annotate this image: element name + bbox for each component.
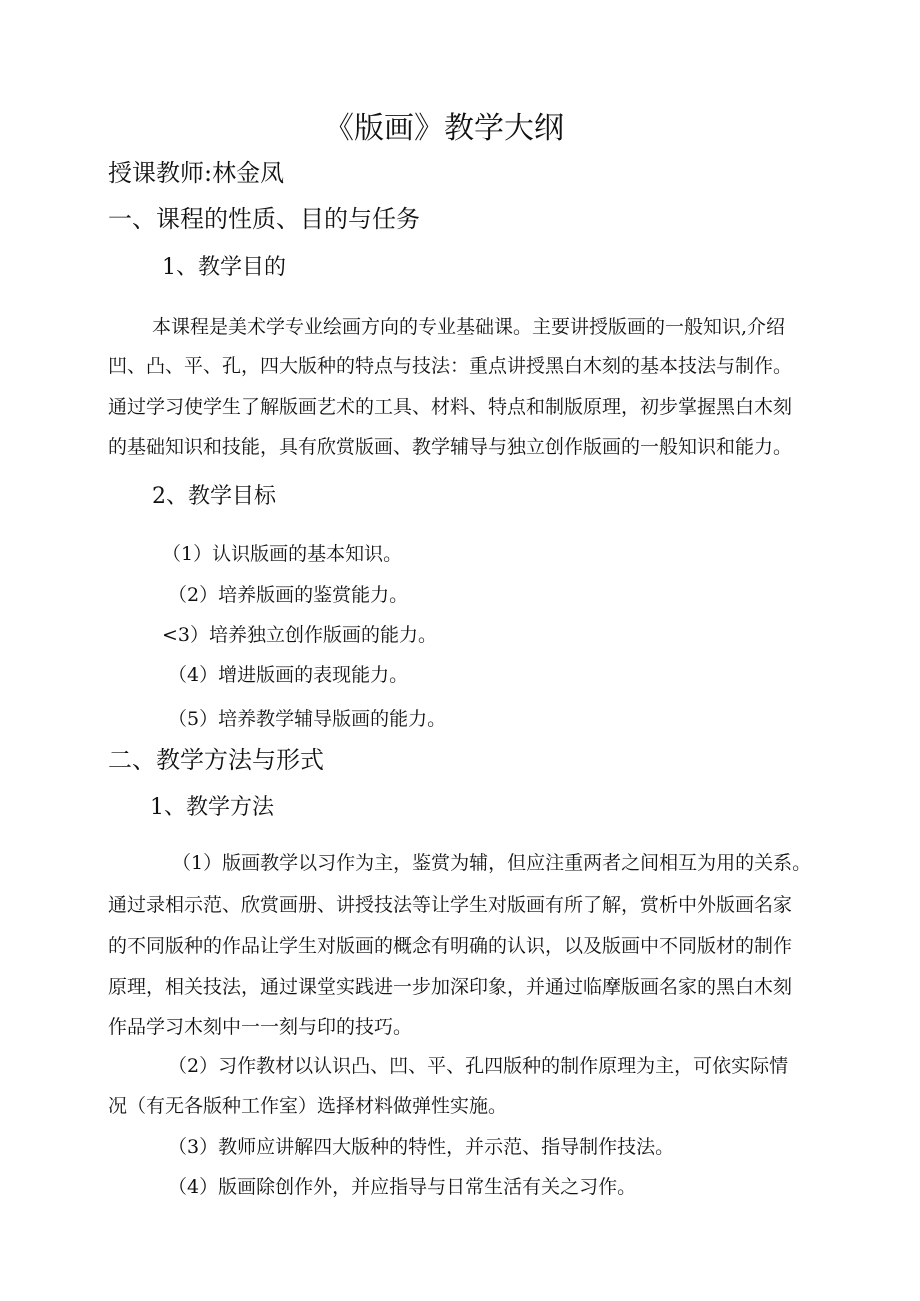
subsection-1-1-heading: 1、教学目的 bbox=[162, 255, 286, 280]
subsection-2-1-heading: 1、教学方法 bbox=[150, 795, 274, 820]
paragraph-line: 的基础知识和技能，具有欣赏版画、教学辅导与独立创作版画的一般知识和能力。 bbox=[108, 436, 793, 458]
paragraph-line: 通过录相示范、欣赏画册、讲授技法等让学生对版画有所了解，赏析中外版画名家 bbox=[108, 894, 793, 916]
paragraph-line: 况（有无各版种工作室）选择材料做弹性实施。 bbox=[108, 1095, 508, 1117]
paragraph-line: 凹、凸、平、孔，四大版种的特点与技法：重点讲授黑白木刻的基本技法与制作。 bbox=[108, 355, 793, 377]
objective-item: （4）增进版画的表现能力。 bbox=[168, 664, 409, 686]
paragraph-line: 的不同版种的作品让学生对版画的概念有明确的认识，以及版画中不同版材的制作 bbox=[108, 935, 793, 957]
section-2-heading: 二、教学方法与形式 bbox=[108, 746, 324, 774]
objective-item: （1）认识版画的基本知识。 bbox=[162, 543, 403, 565]
section-1-heading: 一、课程的性质、目的与任务 bbox=[108, 205, 420, 233]
objective-item: （5）培养教学辅导版画的能力。 bbox=[168, 708, 447, 730]
objective-item: （2）培养版画的鉴赏能力。 bbox=[168, 584, 409, 606]
subsection-1-2-heading: 2、教学目标 bbox=[152, 484, 276, 509]
paragraph-line: （1）版画教学以习作为主，鉴赏为辅，但应注重两者之间相互为用的关系。 bbox=[172, 852, 812, 874]
paragraph-line: 本课程是美术学专业绘画方向的专业基础课。主要讲授版画的一般知识,介绍 bbox=[152, 316, 786, 338]
document-title: 《版画》教学大纲 bbox=[324, 111, 564, 146]
paragraph-line: 作品学习木刻中一一刻与印的技巧。 bbox=[108, 1016, 413, 1038]
paragraph-line: 原理，相关技法，通过课堂实践进一步加深印象，并通过临摩版画名家的黑白木刻 bbox=[108, 976, 793, 998]
objective-item: <3）培养独立创作版画的能力。 bbox=[162, 624, 438, 646]
paragraph-line: （2）习作教材以认识凸、凹、平、孔四版种的制作原理为主，可依实际情 bbox=[168, 1055, 789, 1077]
paragraph-line: （4）版画除创作外，并应指导与日常生活有关之习作。 bbox=[168, 1176, 637, 1198]
teacher-line: 授课教师:林金凤 bbox=[108, 159, 285, 187]
paragraph-line: （3）教师应讲解四大版种的特性，并示范、指导制作技法。 bbox=[168, 1136, 675, 1158]
paragraph-line: 通过学习使学生了解版画艺术的工具、材料、特点和制版原理，初步掌握黑白木刻 bbox=[108, 396, 793, 418]
